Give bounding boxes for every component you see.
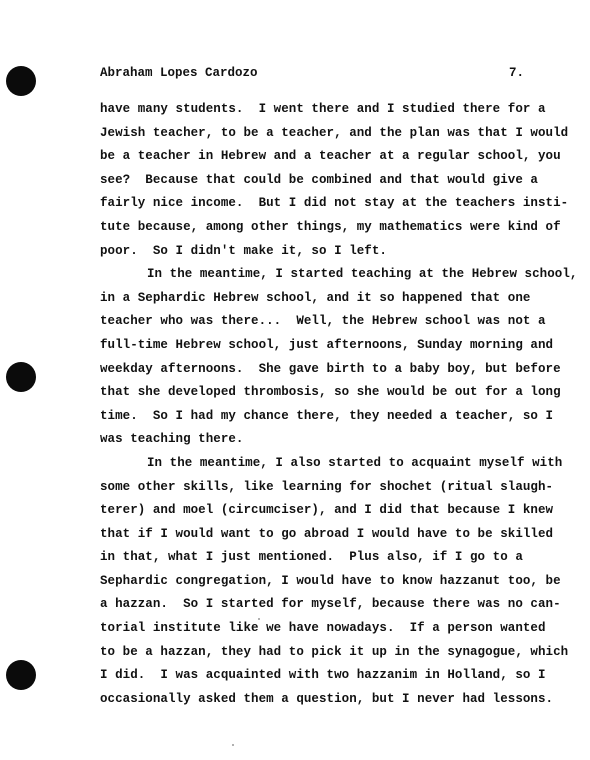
text-line: full-time Hebrew school, just afternoons, Sunday morning and — [100, 337, 554, 352]
scan-speck — [232, 744, 234, 746]
text-line: that she developed thrombosis, so she would be out for a long — [100, 385, 561, 400]
binder-hole-top — [6, 66, 36, 96]
text-line: I did. I was acquainted with two hazzanim in Holland, so I — [100, 668, 546, 683]
text-line: poor. So I didn't make it, so I left. — [100, 243, 387, 258]
text-line: occasionally asked them a question, but I never had lessons. — [100, 691, 554, 706]
binder-hole-middle — [6, 362, 36, 392]
text-line: In the meantime, I also started to acquaint myself with — [147, 455, 563, 470]
text-line: time. So I had my chance there, they needed a teacher, so I — [100, 408, 554, 423]
text-line: in that, what I just mentioned. Plus also, if I go to a — [100, 550, 523, 565]
text-line: tute because, among other things, my mathematics were kind of — [100, 219, 561, 234]
text-line: in a Sephardic Hebrew school, and it so happened that one — [100, 290, 531, 305]
transcript-body — [100, 98, 578, 711]
page-number: 7. — [508, 66, 524, 80]
text-line: teacher who was there... Well, the Hebrew school was not a — [100, 314, 546, 329]
text-line: fairly nice income. But I did not stay at the teachers insti- — [100, 196, 569, 211]
text-line: torial institute like we have nowadays. If a person wanted — [100, 621, 546, 636]
text-line: see? Because that could be combined and that would give a — [100, 172, 538, 187]
text-line: terer) and moel (circumciser), and I did that because I knew — [100, 503, 554, 518]
text-line: weekday afternoons. She gave birth to a baby boy, but before — [100, 361, 561, 376]
header-name: Abraham Lopes Cardozo — [100, 66, 258, 80]
text-line: Jewish teacher, to be a teacher, and the plan was that I would — [100, 125, 569, 140]
text-line: was teaching there. — [100, 432, 244, 447]
page-header — [100, 66, 524, 86]
scan-speck — [258, 618, 260, 620]
text-line: have many students. I went there and I studied there for a — [100, 102, 546, 116]
text-line: be a teacher in Hebrew and a teacher at a regular school, you — [100, 149, 561, 164]
text-line: Sephardic congregation, I would have to know hazzanut too, be — [100, 573, 561, 588]
text-line: to be a hazzan, they had to pick it up in the synagogue, which — [100, 644, 569, 659]
text-line: In the meantime, I started teaching at the Hebrew school, — [147, 267, 578, 282]
text-line: a hazzan. So I started for myself, because there was no can- — [100, 597, 561, 612]
text-line: that if I would want to go abroad I would have to be skilled — [100, 526, 554, 541]
text-line: some other skills, like learning for shochet (ritual slaugh- — [100, 479, 554, 494]
binder-hole-bottom — [6, 660, 36, 690]
